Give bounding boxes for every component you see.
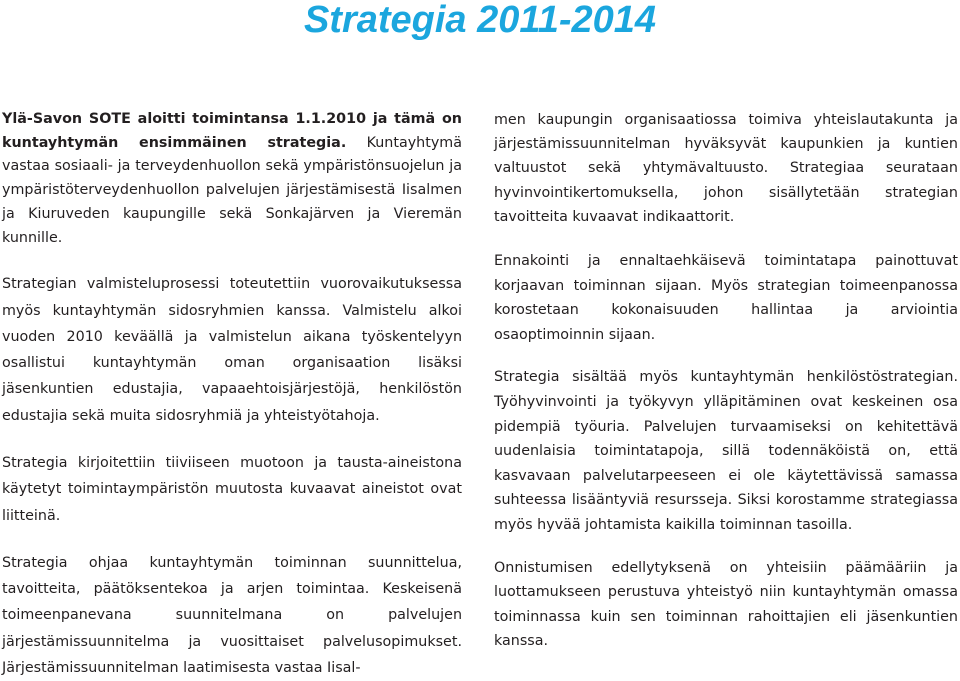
intro-paragraph [2, 108, 462, 250]
right-column [494, 108, 958, 654]
personnel-strategy-paragraph: Strategia sisältää myös kuntayhtymän henkilöstöstrategian. Työhyvinvointi ja työkyvyn ylläpitäminen ovat keskeinen osa pidempiä työuria. Palvelujen turvaamiseksi on kehitettävä uudenlaisia toimintatapoja, sillä todennäköistä on, että kasvavaan palvelutarpeeseen ei ole käytettävissä samassa suhteessa lisääntyviä resursseja. Siksi korostamme strategiassa myös hyvää johtamista kaikilla toiminnan tasoilla. [494, 369, 958, 533]
prevention-paragraph: Ennakointi ja ennaltaehkäisevä toimintatapa painottuvat korjaavan toiminnan sijaan. Myös strategian toimeenpanossa korostetaan kokonaisuuden hallintaa ja arviointia osaoptimoinnin sijaan. [494, 253, 958, 343]
left-column [2, 108, 462, 681]
intro-bold-text: Ylä-Savon SOTE aloitti toimintansa 1.1.2010 ja tämä on kuntayhtymän ensimmäinen strategia. [2, 111, 462, 151]
written-format-paragraph: Strategia kirjoitettiin tiiviiseen muotoon ja tausta-aineistona käytetyt toimintaympäristön muutosta kuvaavat aineistot ovat liitteinä. [2, 455, 462, 524]
page-title: Strategia 2011-2014 [303, 0, 657, 41]
preparation-paragraph: Strategian valmisteluprosessi toteutettiin vuorovaikutuksessa myös kuntayhtymän sidosryhmien kanssa. Valmistelu alkoi vuoden 2010 keväällä ja valmistelun aikana työskentelyyn osallistui kuntayhtymän oman organisaation lisäksi jäsenkuntien edustajia, vapaaehtoisjärjestöjä, henkilöstön edustajia sekä muita sidosryhmiä ja yhteistyötahoja. [2, 276, 462, 424]
cooperation-paragraph: Onnistumisen edellytyksenä on yhteisiin päämääriin ja luottamukseen perustuva yhteistyö niin kuntayhtymän omassa toiminnassa kuin sen toiminnan rahoittajien eli jäsenkuntien kanssa. [494, 559, 958, 650]
intro-body-text: Kuntayhtymä vastaa sosiaali- ja terveydenhuollon sekä ympäristönsuojelun ja ympäristöterveydenhuollon palvelujen järjestämisestä Iisalmen ja Kiuruveden kaupungille sekä Sonkajärven ja Vieremän kunnille. [2, 134, 462, 246]
steering-paragraph: men kaupungin organisaatiossa toimiva yhteislautakunta ja järjestämissuunnitelman hyväksyvät kaupunkien ja kuntien valtuustot sekä yhtymävaltuusto. Strategiaa seurataan hyvinvointikertomuksella, johon sisällytetään strategian tavoitteita kuvaavat indikaattorit. [494, 112, 958, 225]
guidance-paragraph: Strategia ohjaa kuntayhtymän toiminnan suunnittelua, tavoitteita, päätöksentekoa ja arjen toimintaa. Keskeisenä toimeenpanevana suunnitelmana on palvelujen järjestämissuunnitelma ja vuosittaiset palvelusopimukset. Järjestämissuunnitelman laatimisesta vastaa Iisal- [2, 554, 462, 677]
